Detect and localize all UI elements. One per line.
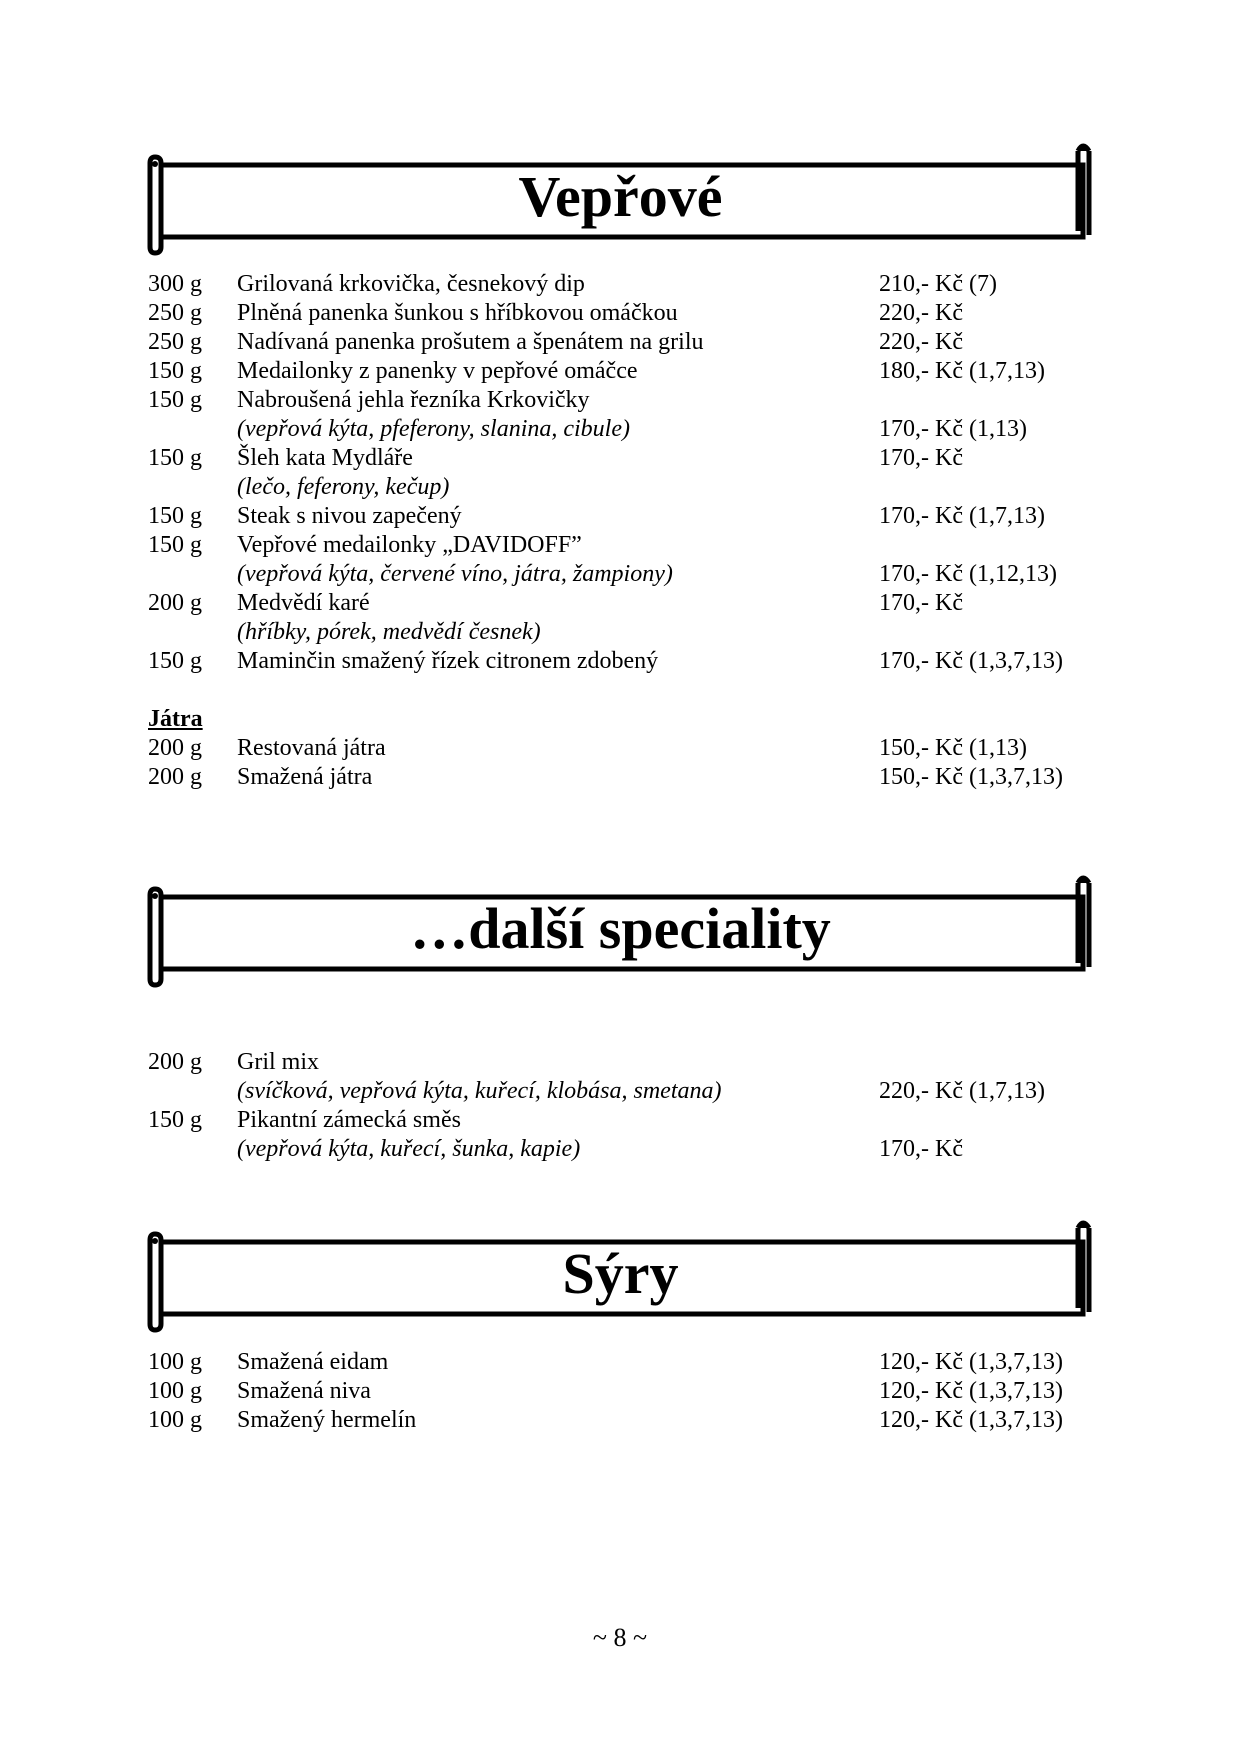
item-name: Smažená niva [237, 1378, 371, 1404]
menu-item [148, 1348, 1088, 1377]
subheading-jatra: Játra [148, 706, 203, 732]
menu-item [148, 502, 1088, 531]
item-weight: 200 g [148, 590, 202, 616]
banner-syry [143, 1220, 1098, 1330]
menu-item [148, 1106, 1088, 1135]
menu-item [148, 1048, 1088, 1077]
item-name: Smažená eidam [237, 1349, 389, 1375]
item-description: (vepřová kýta, pfeferony, slanina, cibule) [237, 416, 630, 442]
menu-item-desc-row [148, 1077, 1088, 1106]
menu-item [148, 270, 1088, 299]
item-weight: 300 g [148, 271, 202, 297]
item-name: Pikantní zámecká směs [237, 1107, 461, 1133]
item-price: 220,- Kč [879, 300, 963, 326]
item-name: Vepřové medailonky „DAVIDOFF” [237, 532, 582, 558]
menu-item [148, 1377, 1088, 1406]
section-title: Vepřové [518, 164, 723, 229]
item-name: Maminčin smažený řízek citronem zdobený [237, 648, 659, 674]
menu-list-veprove [148, 270, 1088, 792]
menu-item-desc-row [148, 473, 1088, 502]
subheading-row [148, 705, 1088, 734]
item-price: 170,- Kč [879, 1136, 963, 1162]
item-weight: 250 g [148, 329, 202, 355]
item-name: Gril mix [237, 1049, 319, 1075]
menu-item [148, 328, 1088, 357]
item-weight: 100 g [148, 1349, 202, 1375]
item-weight: 150 g [148, 445, 202, 471]
item-weight: 150 g [148, 387, 202, 413]
item-price: 120,- Kč (1,3,7,13) [879, 1378, 1063, 1404]
item-price: 170,- Kč (1,13) [879, 416, 1027, 442]
menu-item [148, 647, 1088, 676]
section-title: …další speciality [410, 896, 831, 961]
item-price: 170,- Kč [879, 445, 963, 471]
page-number: ~ 8 ~ [592, 1623, 648, 1652]
item-weight: 100 g [148, 1378, 202, 1404]
item-price: 170,- Kč (1,7,13) [879, 503, 1045, 529]
item-price: 150,- Kč (1,3,7,13) [879, 764, 1063, 790]
item-price: 220,- Kč (1,7,13) [879, 1078, 1045, 1104]
menu-item-desc-row [148, 415, 1088, 444]
item-price: 170,- Kč (1,12,13) [879, 561, 1057, 587]
menu-item [148, 444, 1088, 473]
item-price: 170,- Kč [879, 590, 963, 616]
menu-item [148, 589, 1088, 618]
item-name: Smažený hermelín [237, 1407, 417, 1433]
menu-item [148, 531, 1088, 560]
item-name: Grilovaná krkovička, česnekový dip [237, 271, 585, 297]
menu-list-syry [148, 1348, 1088, 1435]
menu-item [148, 1406, 1088, 1435]
menu-item-desc-row [148, 560, 1088, 589]
item-name: Nabroušená jehla řezníka Krkovičky [237, 387, 590, 413]
menu-item-desc-row [148, 618, 1088, 647]
item-price: 120,- Kč (1,3,7,13) [879, 1349, 1063, 1375]
item-weight: 150 g [148, 503, 202, 529]
banner-veprove [143, 143, 1098, 253]
menu-item-desc-row [148, 1135, 1088, 1164]
item-description: (hříbky, pórek, medvědí česnek) [237, 619, 541, 645]
item-weight: 100 g [148, 1407, 202, 1433]
item-weight: 200 g [148, 1049, 202, 1075]
item-weight: 150 g [148, 532, 202, 558]
item-weight: 150 g [148, 358, 202, 384]
item-name: Šleh kata Mydláře [237, 445, 413, 471]
item-price: 150,- Kč (1,13) [879, 735, 1027, 761]
item-name: Nadívaná panenka prošutem a špenátem na grilu [237, 329, 704, 355]
menu-item [148, 299, 1088, 328]
item-description: (vepřová kýta, červené víno, játra, žampiony) [237, 561, 673, 587]
banner-dalsi [143, 875, 1098, 985]
menu-item [148, 357, 1088, 386]
item-price: 170,- Kč (1,3,7,13) [879, 648, 1063, 674]
item-weight: 150 g [148, 1107, 202, 1133]
item-price: 220,- Kč [879, 329, 963, 355]
menu-item [148, 763, 1088, 792]
item-price: 210,- Kč (7) [879, 271, 997, 297]
item-description: (lečo, feferony, kečup) [237, 474, 450, 500]
item-weight: 250 g [148, 300, 202, 326]
section-title: Sýry [562, 1241, 679, 1306]
item-name: Steak s nivou zapečený [237, 503, 462, 529]
item-name: Restovaná játra [237, 735, 386, 761]
item-description: (vepřová kýta, kuřecí, šunka, kapie) [237, 1136, 581, 1162]
item-name: Plněná panenka šunkou s hříbkovou omáčkou [237, 300, 678, 326]
menu-item [148, 734, 1088, 763]
item-description: (svíčková, vepřová kýta, kuřecí, klobása, smetana) [237, 1078, 722, 1104]
menu-item [148, 386, 1088, 415]
item-name: Medvědí karé [237, 590, 370, 616]
item-name: Medailonky z panenky v pepřové omáčce [237, 358, 638, 384]
item-weight: 200 g [148, 764, 202, 790]
menu-list-dalsi [148, 1048, 1088, 1164]
item-weight: 150 g [148, 648, 202, 674]
item-weight: 200 g [148, 735, 202, 761]
item-name: Smažená játra [237, 764, 373, 790]
item-price: 120,- Kč (1,3,7,13) [879, 1407, 1063, 1433]
item-price: 180,- Kč (1,7,13) [879, 358, 1045, 384]
